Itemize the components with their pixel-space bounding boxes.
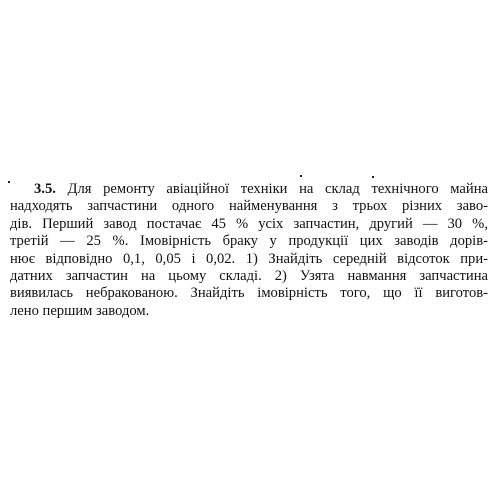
problem-line-text: Для ремонту авіаційної техніки на склад технічного майна	[67, 181, 488, 197]
problem-line-7: виявилась небракованою. Знайдіть імовірність того, що її виготов-	[10, 285, 488, 302]
problem-line-4: третій — 25 %. Імовірність браку у продукції цих заводів дорів-	[10, 233, 488, 250]
problem-line-5: нює відповідно 0,1, 0,05 і 0,02. 1) Знайдіть середній відсоток при-	[10, 250, 488, 267]
scan-artifact-mark	[372, 176, 374, 178]
problem-line-6: датних запчастин на цьому складі. 2) Узята навмання запчастина	[10, 268, 488, 285]
problem-number: 3.5.	[34, 181, 56, 197]
problem-line-2: надходять запчастини одного найменування з трьох різних заво-	[10, 198, 488, 215]
problem-line-1	[10, 181, 488, 198]
problem-line-3: дів. Перший завод постачає 45 % усіх запчастин, другий — 30 %,	[10, 215, 488, 232]
problem-line-8: лено першим заводом.	[10, 302, 150, 319]
scan-artifact-mark	[300, 175, 302, 177]
problem-text	[10, 181, 488, 320]
